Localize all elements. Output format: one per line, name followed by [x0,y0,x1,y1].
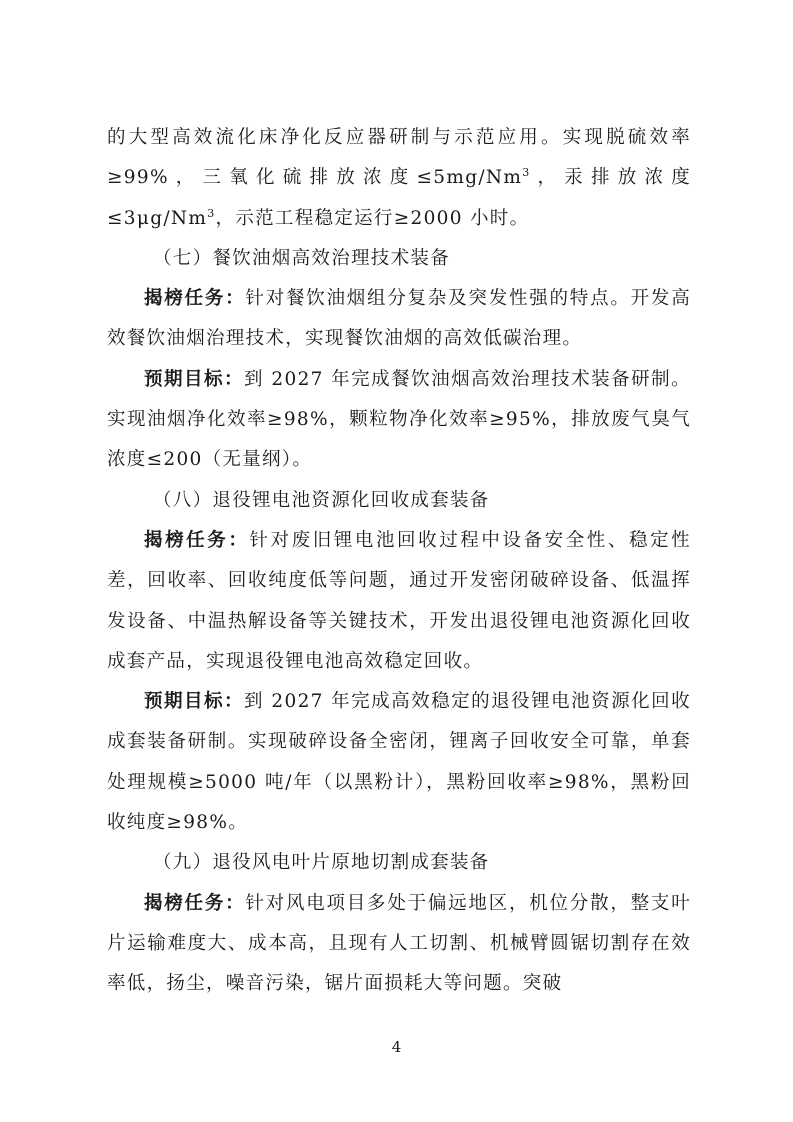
section-heading-7 [107,239,691,279]
page-number: 4 [391,1038,402,1056]
paragraph-task-8 [107,521,691,682]
paragraph-lead: 揭榜任务： [144,892,246,914]
paragraph-text: 针对餐饮油烟组分复杂及突发性强的特点。开发高效餐饮油烟治理技术，实现餐饮油烟的高效低碳治理。 [107,288,691,350]
paragraph-text: 针对风电项目多处于偏远地区，机位分散，整支叶片运输难度大、成本高，且现有人工切割、机械臂圆锯切割存在效率低，扬尘，噪音污染，锯片面损耗大等问题。突破 [107,892,691,995]
heading-text: （九）退役风电叶片原地切割成套装备 [153,852,490,874]
paragraph-text: 针对废旧锂电池回收过程中设备安全性、稳定性差，回收率、回收纯度低等问题，通过开发密闭破碎设备、低温挥发设备、中温热解设备等关键技术，开发出退役锂电池资源化回收成套产品，实现退役锂电池高效稳定回收。 [107,529,691,672]
paragraph-lead: 预期目标： [144,368,245,390]
paragraph-lead: 揭榜任务： [144,529,250,551]
section-heading-9 [107,843,691,883]
paragraph-text: 的大型高效流化床净化反应器研制与示范应用。实现脱硫效率≥99%，三氧化硫排放浓度$\le 5mg/Nm^3$，汞排放浓度$\le 3\mu g/Nm^3$，示范工程稳定运行≥2000 小时。 [107,127,691,229]
paragraph-text: 到 2027 年完成高效稳定的退役锂电池资源化回收成套装备研制。实现破碎设备全密闭，锂离子回收安全可靠，单套处理规模≥5000 吨/年（以黑粉计），黑粉回收率≥98%，黑粉回收纯度≥98%。 [107,691,691,834]
paragraph-goal-8 [107,682,691,843]
section-heading-8 [107,481,691,521]
paragraph-goal-7 [107,360,691,481]
paragraph-task-7 [107,279,691,360]
paragraph-text: 到 2027 年完成餐饮油烟高效治理技术装备研制。实现油烟净化效率≥98%，颗粒物净化效率≥95%，排放废气臭气浓度≤200（无量纲）。 [107,368,691,471]
document-body [107,118,691,1005]
paragraph-lead: 揭榜任务： [144,288,246,310]
heading-text: （七）餐饮油烟高效治理技术装备 [153,247,451,269]
paragraph-task-9 [107,884,691,1005]
paragraph-continuation [107,118,691,239]
heading-text: （八）退役锂电池资源化回收成套装备 [153,489,490,511]
paragraph-lead: 预期目标： [144,691,245,713]
